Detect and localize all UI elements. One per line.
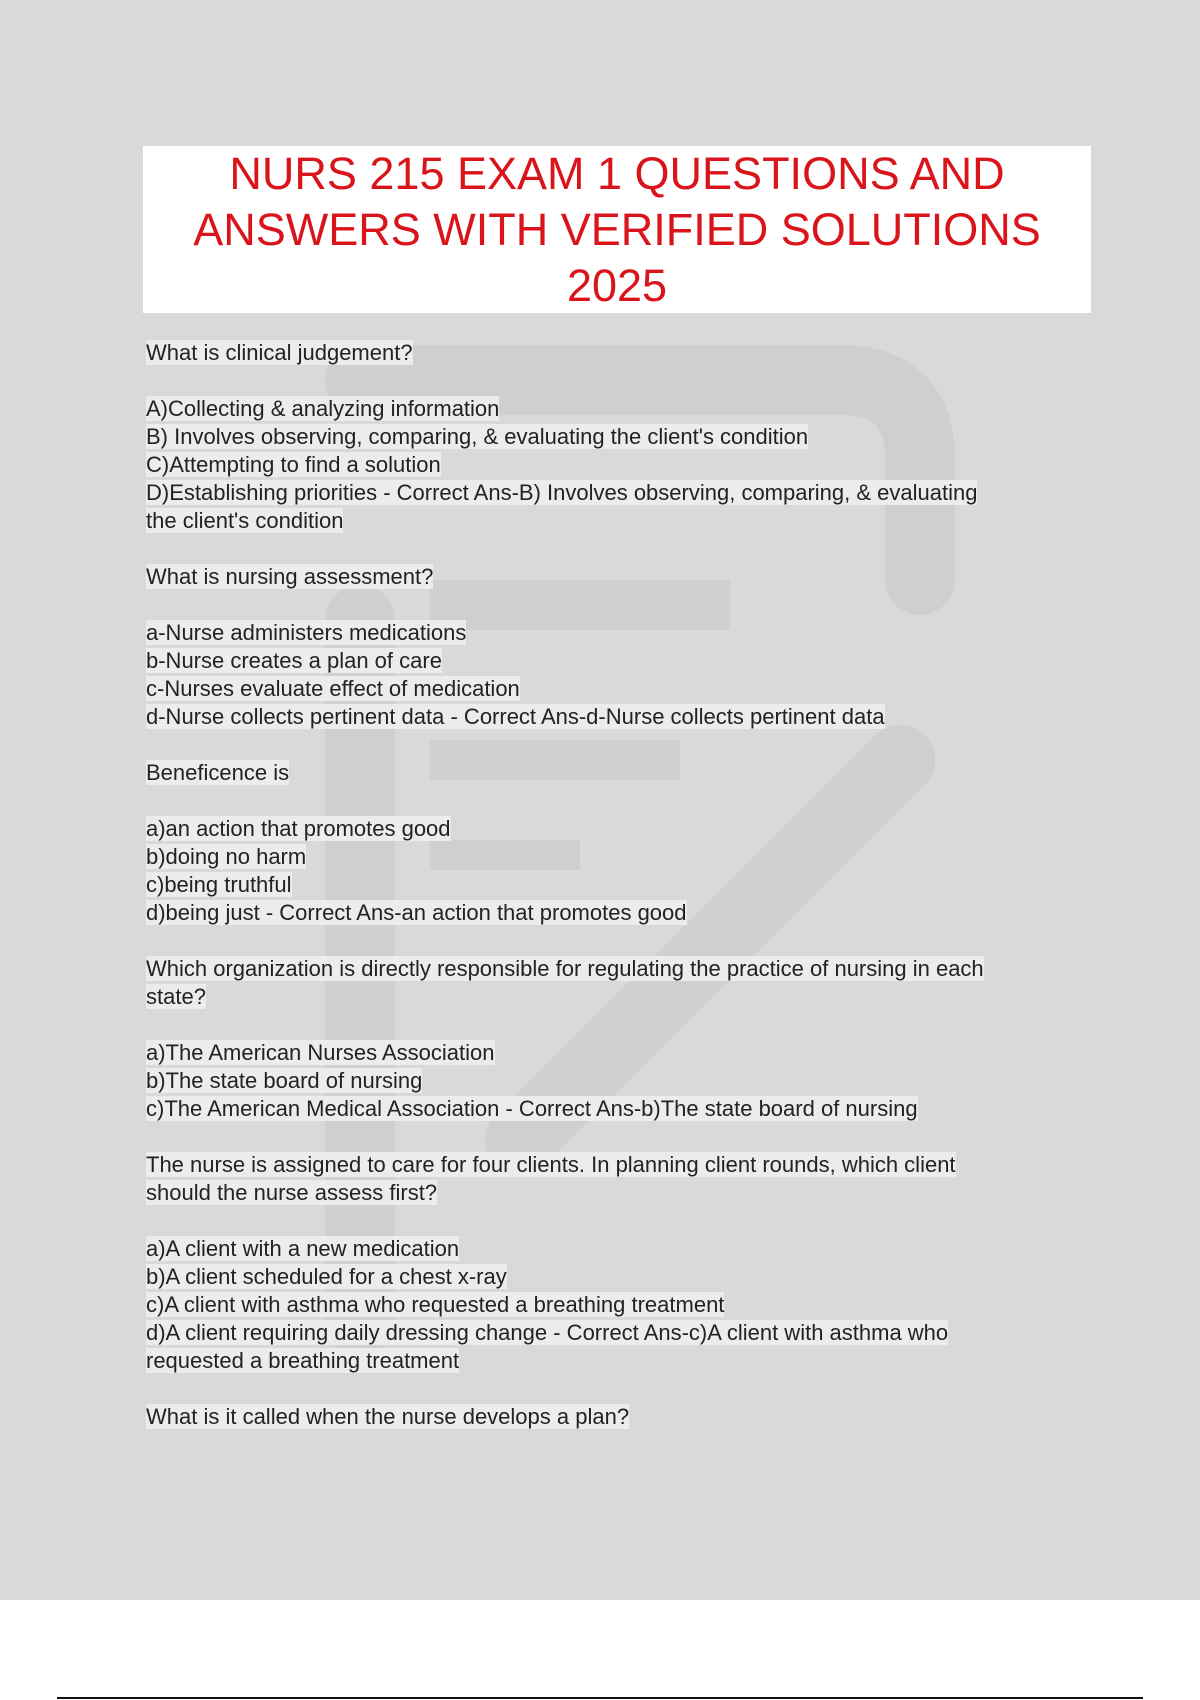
title-box <box>143 146 1091 313</box>
text-line <box>146 1067 1086 1095</box>
text-line-content: d-Nurse collects pertinent data - Correct Ans-d-Nurse collects pertinent data <box>146 704 885 729</box>
text-line <box>146 1263 1086 1291</box>
text-line-content: What is nursing assessment? <box>146 564 434 589</box>
text-line <box>146 395 1086 423</box>
text-line-content: a)A client with a new medication <box>146 1236 460 1261</box>
text-line-content: c)The American Medical Association - Correct Ans-b)The state board of nursing <box>146 1096 918 1121</box>
bottom-divider <box>57 1697 1143 1699</box>
text-line <box>146 1347 1086 1375</box>
line-gap <box>146 1011 1086 1039</box>
line-gap <box>146 367 1086 395</box>
text-line <box>146 703 1086 731</box>
text-line-content: What is it called when the nurse develops a plan? <box>146 1404 630 1429</box>
text-line-content: should the nurse assess first? <box>146 1180 438 1205</box>
text-line <box>146 1235 1086 1263</box>
line-gap <box>146 731 1086 759</box>
text-line <box>146 647 1086 675</box>
text-line <box>146 955 1086 983</box>
text-line-content: d)A client requiring daily dressing change - Correct Ans-c)A client with asthma who <box>146 1320 949 1345</box>
text-line <box>146 1291 1086 1319</box>
line-gap <box>146 927 1086 955</box>
text-line-content: Which organization is directly responsible for regulating the practice of nursing in each <box>146 956 984 981</box>
text-line <box>146 1179 1086 1207</box>
text-line-content: c-Nurses evaluate effect of medication <box>146 676 520 701</box>
text-line-content: b)doing no harm <box>146 844 307 869</box>
text-line <box>146 619 1086 647</box>
text-line-content: C)Attempting to find a solution <box>146 452 441 477</box>
text-line-content: d)being just - Correct Ans-an action that promotes good <box>146 900 687 925</box>
text-line-content: b)The state board of nursing <box>146 1068 423 1093</box>
text-line <box>146 983 1086 1011</box>
text-line-content: c)being truthful <box>146 872 292 897</box>
text-line <box>146 1319 1086 1347</box>
text-line <box>146 759 1086 787</box>
text-line-content: a)The American Nurses Association <box>146 1040 495 1065</box>
text-line-content: What is clinical judgement? <box>146 340 413 365</box>
text-line <box>146 899 1086 927</box>
text-line-content: The nurse is assigned to care for four clients. In planning client rounds, which client <box>146 1152 956 1177</box>
text-line-content: a)an action that promotes good <box>146 816 451 841</box>
text-line-content: state? <box>146 984 206 1009</box>
text-line <box>146 423 1086 451</box>
text-line-content: A)Collecting & analyzing information <box>146 396 500 421</box>
text-line <box>146 1039 1086 1067</box>
text-line-content: requested a breathing treatment <box>146 1348 460 1373</box>
text-line <box>146 815 1086 843</box>
text-line-content: b)A client scheduled for a chest x-ray <box>146 1264 507 1289</box>
text-line <box>146 1095 1086 1123</box>
line-gap <box>146 1207 1086 1235</box>
text-line-content: b-Nurse creates a plan of care <box>146 648 442 673</box>
text-line-content: B) Involves observing, comparing, & evaluating the client's condition <box>146 424 809 449</box>
text-line <box>146 843 1086 871</box>
text-line-content: c)A client with asthma who requested a breathing treatment <box>146 1292 725 1317</box>
text-line <box>146 1403 1086 1431</box>
line-gap <box>146 1123 1086 1151</box>
text-line-content: a-Nurse administers medications <box>146 620 467 645</box>
text-line <box>146 675 1086 703</box>
text-line <box>146 1151 1086 1179</box>
text-line <box>146 507 1086 535</box>
text-line <box>146 451 1086 479</box>
text-line-content: D)Establishing priorities - Correct Ans-B) Involves observing, comparing, & evaluating <box>146 480 978 505</box>
text-line <box>146 339 1086 367</box>
line-gap <box>146 787 1086 815</box>
text-line-content: Beneficence is <box>146 760 290 785</box>
text-line-content: the client's condition <box>146 508 344 533</box>
text-line <box>146 871 1086 899</box>
line-gap <box>146 591 1086 619</box>
text-line <box>146 479 1086 507</box>
document-title: NURS 215 EXAM 1 QUESTIONS AND ANSWERS WITH VERIFIED SOLUTIONS 2025 <box>193 147 1041 311</box>
text-line <box>146 563 1086 591</box>
line-gap <box>146 535 1086 563</box>
line-gap <box>146 1375 1086 1403</box>
document-body <box>146 339 1086 1431</box>
